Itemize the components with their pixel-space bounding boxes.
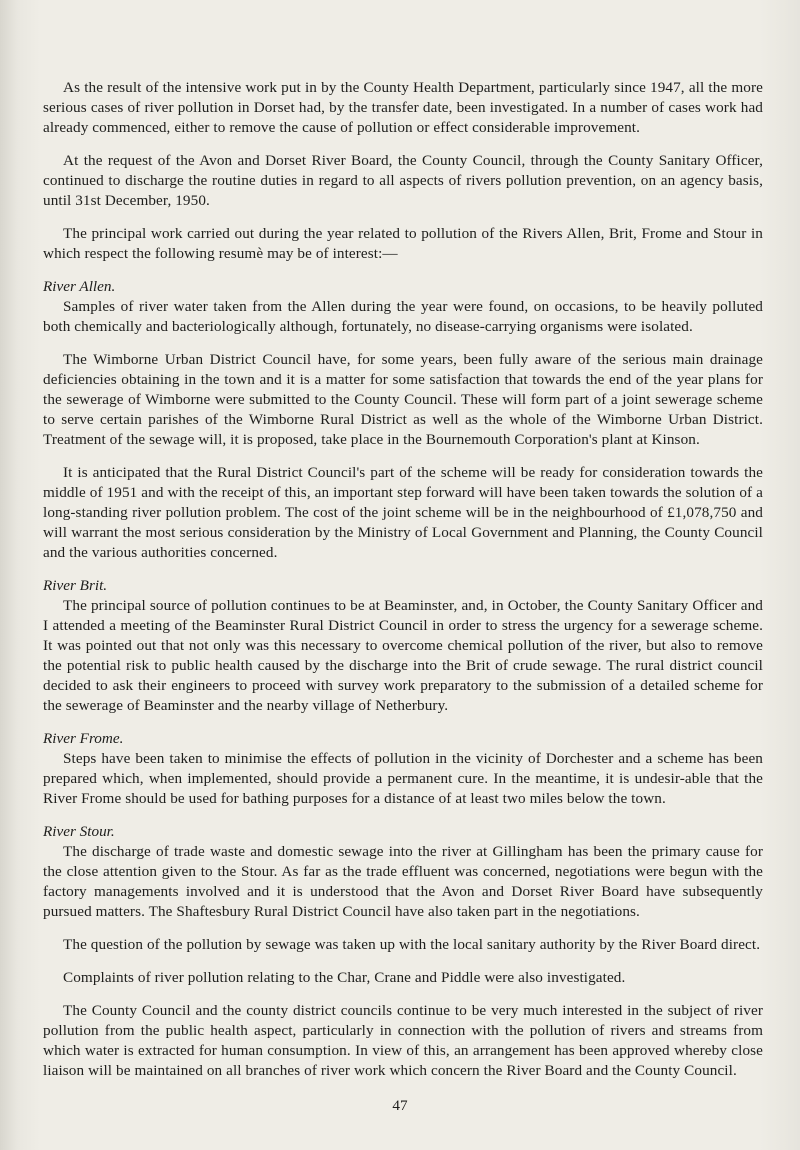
section-river-brit bbox=[43, 576, 763, 716]
intro-paragraph: The principal work carried out during the year related to pollution of the Rivers Allen, Brit, Frome and Stour in which respect the following resumè may be of interest:— bbox=[43, 225, 763, 262]
section-river-allen bbox=[43, 277, 763, 563]
section-river-stour bbox=[43, 822, 763, 1081]
section-heading: River Stour. bbox=[43, 823, 115, 840]
section-paragraph: Steps have been taken to minimise the effects of pollution in the vicinity of Dorchester and a scheme has been prepared which, when implemented, should provide a permanent cure. In the meantime, it is undesir-able that the River Frome should be used for bathing purposes for a distance of at least two miles below the town. bbox=[43, 750, 763, 807]
section-river-frome bbox=[43, 729, 763, 809]
intro-paragraph: At the request of the Avon and Dorset River Board, the County Council, through the County Sanitary Officer, continued to discharge the routine duties in regard to all aspects of rivers pollution prevention, on an agency basis, until 31st December, 1950. bbox=[43, 152, 763, 209]
intro-paragraph: As the result of the intensive work put in by the County Health Department, particularly since 1947, all the more serious cases of river pollution in Dorset had, by the transfer date, been investigated. In a number of cases work had already commenced, either to remove the cause of pollution or effect considerable improvement. bbox=[43, 79, 763, 136]
document-body bbox=[43, 78, 763, 1081]
section-heading: River Brit. bbox=[43, 577, 108, 594]
section-paragraph: The question of the pollution by sewage was taken up with the local sanitary authority by the River Board direct. bbox=[63, 936, 761, 953]
section-paragraph: Samples of river water taken from the Allen during the year were found, on occasions, to be heavily polluted both chemically and bacteriologically although, fortunately, no disease-carrying organisms were isolated. bbox=[43, 298, 763, 335]
section-heading: River Frome. bbox=[43, 730, 124, 747]
section-paragraph: The County Council and the county district councils continue to be very much interested in the subject of river pollution from the public health aspect, particularly in connection with the pollution of rivers and streams from which water is extracted for human consumption. In view of this, an arrangement has been approved whereby close liaison will be maintained on all branches of river work which concern the River Board and the County Council. bbox=[43, 1002, 763, 1079]
section-paragraph: The principal source of pollution continues to be at Beaminster, and, in October, the County Sanitary Officer and I attended a meeting of the Beaminster Rural District Council in order to stress the urgency for a sewerage scheme. It was pointed out that not only was this necessary to overcome chemical pollution of the river, but also to remove the potential risk to public health caused by the discharge into the Brit of crude sewage. The rural district council decided to ask their engineers to proceed with survey work preparatory to the submission of a detailed scheme for the sewerage of Beaminster and the nearby village of Netherbury. bbox=[43, 597, 763, 714]
section-paragraph: The Wimborne Urban District Council have, for some years, been fully aware of the serious main drainage deficiencies obtaining in the town and it is a matter for some satisfaction that towards the end of the year plans for the sewerage of Wimborne were submitted to the County Council. These will form part of a joint sewerage scheme to serve certain parishes of the Wimborne Rural District as well as the whole of the Wimborne Urban District. Treatment of the sewage will, it is proposed, take place in the Bournemouth Corporation's plant at Kinson. bbox=[43, 351, 763, 448]
section-heading: River Allen. bbox=[43, 278, 116, 295]
section-paragraph: The discharge of trade waste and domestic sewage into the river at Gillingham has been the primary cause for the close attention given to the Stour. As far as the trade effluent was concerned, negotiations were begun with the factory managements involved and it is understood that the Avon and Dorset River Board have subsequently pursued matters. The Shaftesbury Rural District Council have also taken part in the negotiations. bbox=[43, 843, 763, 920]
section-paragraph: Complaints of river pollution relating to the Char, Crane and Piddle were also investigated. bbox=[63, 969, 626, 986]
page-number: 47 bbox=[392, 1097, 408, 1114]
section-paragraph: It is anticipated that the Rural District Council's part of the scheme will be ready for consideration towards the middle of 1951 and with the receipt of this, an important step forward will have been taken towards the solution of a long-standing river pollution problem. The cost of the joint scheme will be in the neighbourhood of £1,078,750 and will warrant the most serious consideration by the Ministry of Local Government and Planning, the County Council and the various authorities concerned. bbox=[43, 464, 763, 561]
